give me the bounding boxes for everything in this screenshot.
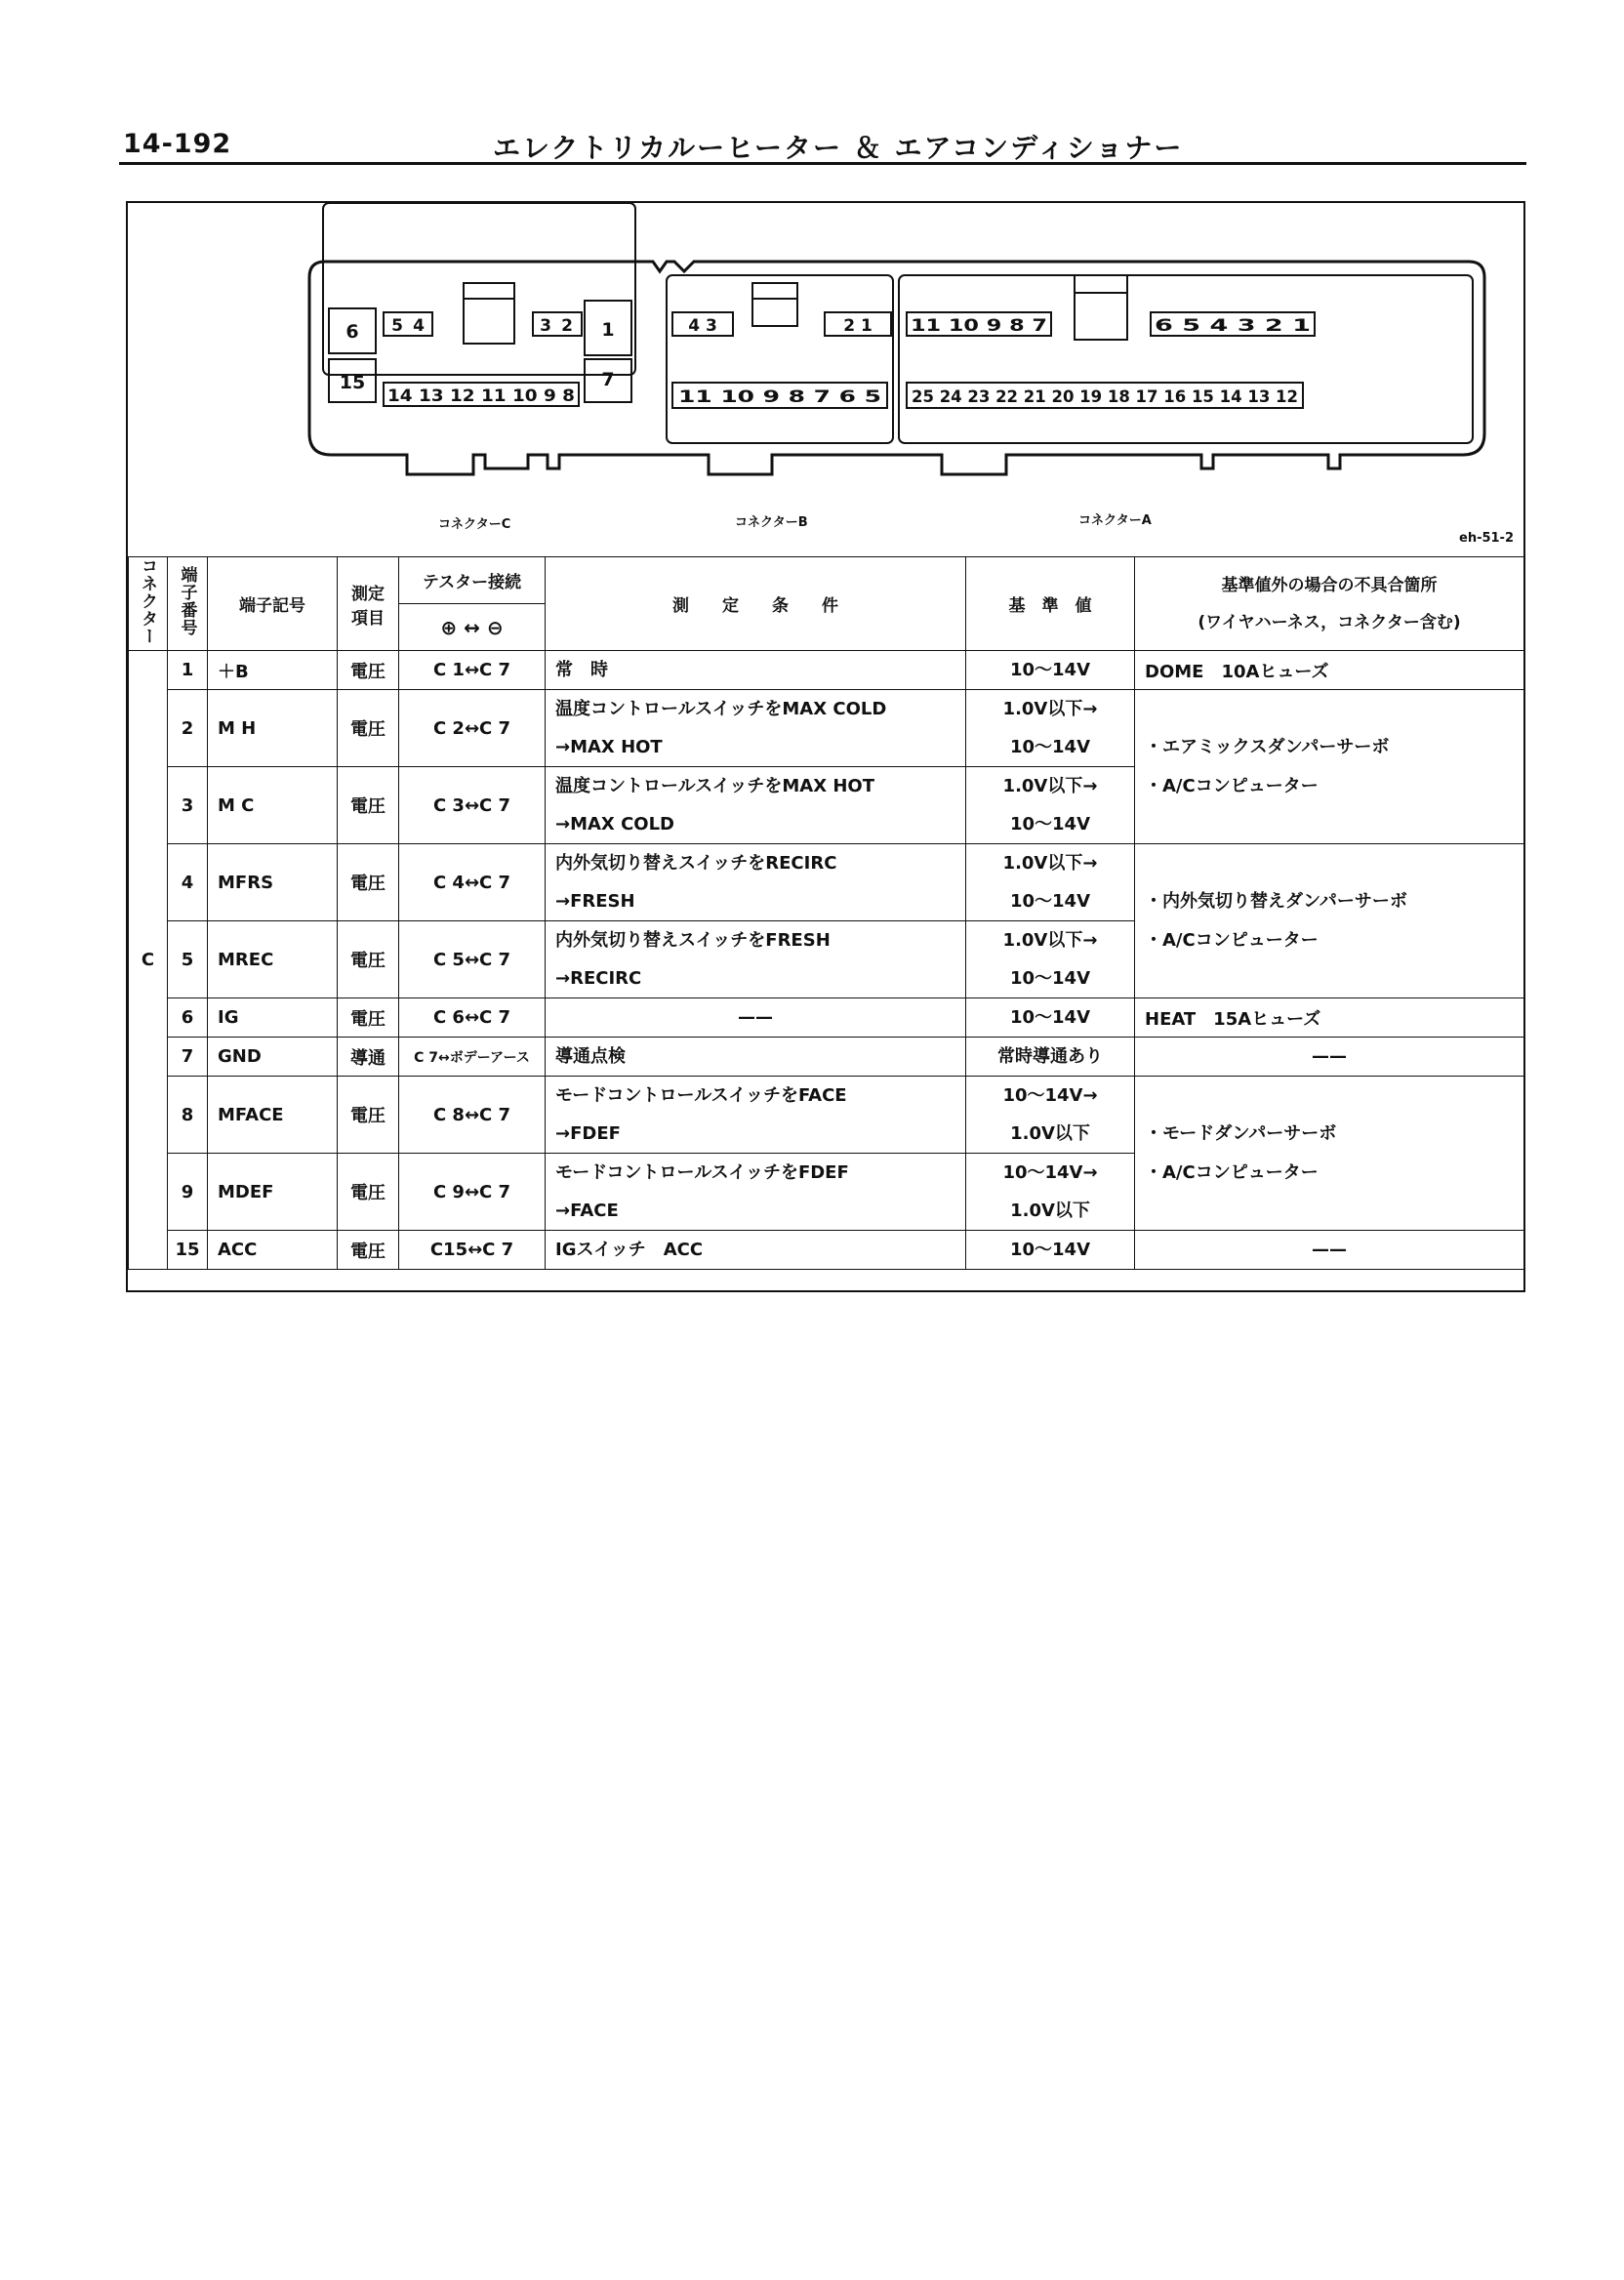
pin-cell: 3	[168, 767, 208, 844]
svg-text:6: 6	[345, 321, 359, 343]
fault-cell: ・モードダンパーサーボ ・A/Cコンピューター	[1135, 1077, 1524, 1231]
svg-text:3: 3	[540, 316, 551, 336]
item-cell: 導通	[338, 1038, 399, 1077]
tester-cell: C 5↔C 7	[399, 921, 546, 998]
col-tester: テスター接続	[399, 557, 546, 604]
col-condition: 測 定 条 件	[546, 557, 966, 651]
table-row	[129, 844, 1524, 921]
pin-cell: 4	[168, 844, 208, 921]
symbol-cell: M H	[208, 690, 338, 767]
connector-c-pins	[340, 316, 615, 406]
svg-text:6 5 4 3 2 1: 6 5 4 3 2 1	[1155, 316, 1311, 336]
item-cell: 電圧	[338, 998, 399, 1038]
condition-cell: 導通点検	[546, 1038, 966, 1077]
tester-cell: C 9↔C 7	[399, 1154, 546, 1231]
tester-cell: C 6↔C 7	[399, 998, 546, 1038]
condition-cell: 温度コントロールスイッチをMAX COLD →MAX HOT	[546, 690, 966, 767]
fault-cell: ・内外気切り替えダンパーサーボ ・A/Cコンピューター	[1135, 844, 1524, 998]
fault-cell: HEAT 15Aヒューズ	[1135, 998, 1524, 1038]
pin-cell: 7	[168, 1038, 208, 1077]
svg-text:5: 5	[391, 316, 403, 336]
svg-text:1: 1	[601, 319, 615, 341]
symbol-cell: GND	[208, 1038, 338, 1077]
table-row	[129, 651, 1524, 690]
value-cell: 10〜14V→ 1.0V以下	[966, 1154, 1135, 1231]
table-row	[129, 998, 1524, 1038]
item-cell: 電圧	[338, 1077, 399, 1154]
col-standard: 基 準 値	[966, 557, 1135, 651]
header-row	[129, 557, 1524, 604]
svg-text:4: 4	[413, 316, 425, 336]
pin-cell: 2	[168, 690, 208, 767]
condition-cell: 内外気切り替えスイッチをRECIRC →FRESH	[546, 844, 966, 921]
svg-text:11 10 9 8 7: 11 10 9 8 7	[911, 316, 1047, 336]
value-cell: 1.0V以下→ 10〜14V	[966, 844, 1135, 921]
figure-code: eh-51-2	[1459, 531, 1514, 546]
symbol-cell: ACC	[208, 1231, 338, 1270]
col-fault	[1135, 557, 1524, 651]
value-cell: 10〜14V	[966, 1231, 1135, 1270]
svg-text:7: 7	[601, 369, 615, 390]
connector-c-label: コネクターC	[438, 517, 511, 532]
pin-cell: 1	[168, 651, 208, 690]
tester-cell: C 1↔C 7	[399, 651, 546, 690]
svg-text:15: 15	[339, 372, 366, 393]
section-title: エレクトリカルーヒーター ＆ エアコンディショナー	[493, 132, 1184, 164]
pin-cell: 8	[168, 1077, 208, 1154]
item-cell: 電圧	[338, 844, 399, 921]
fault-cell: ——	[1135, 1231, 1524, 1270]
fault-cell: ・エアミックスダンパーサーボ ・A/Cコンピューター	[1135, 690, 1524, 844]
symbol-cell: MDEF	[208, 1154, 338, 1231]
svg-text:2: 2	[561, 316, 573, 336]
tester-cell: C 4↔C 7	[399, 844, 546, 921]
svg-text:2 1: 2 1	[843, 316, 873, 336]
pin-cell: 15	[168, 1231, 208, 1270]
connector-a-label: コネクターA	[1078, 513, 1152, 528]
svg-text:14 13 12 11 10 9 8: 14 13 12 11 10 9 8	[387, 387, 575, 406]
fault-cell: DOME 10Aヒューズ	[1135, 651, 1524, 690]
value-cell: 10〜14V	[966, 998, 1135, 1038]
pin-cell: 6	[168, 998, 208, 1038]
connector-b-label: コネクターB	[735, 515, 808, 530]
value-cell: 1.0V以下→ 10〜14V	[966, 690, 1135, 767]
condition-cell: IGスイッチ ACC	[546, 1231, 966, 1270]
pin-cell: 5	[168, 921, 208, 998]
item-cell: 電圧	[338, 1154, 399, 1231]
value-cell: 1.0V以下→ 10〜14V	[966, 767, 1135, 844]
connector-drawing	[128, 203, 1523, 556]
symbol-cell: MFRS	[208, 844, 338, 921]
symbol-cell: MFACE	[208, 1077, 338, 1154]
condition-cell: モードコントロールスイッチをFDEF →FACE	[546, 1154, 966, 1231]
symbol-cell: M C	[208, 767, 338, 844]
svg-text:25 24 23 22 21 20 19 18 17 16: 25 24 23 22 21 20 19 18 17 16 15 14 13 12	[912, 387, 1298, 407]
svg-text:11 10 9 8 7 6 5: 11 10 9 8 7 6 5	[678, 387, 881, 407]
col-connector: コネクター	[129, 557, 168, 651]
item-cell: 電圧	[338, 651, 399, 690]
col-item: 測定項目	[338, 557, 399, 651]
condition-cell: 常 時	[546, 651, 966, 690]
fault-header-2: (ワイヤハーネス，コネクター含む)	[1198, 612, 1461, 632]
col-terminal: 端子記号	[208, 557, 338, 651]
value-cell: 10〜14V→ 1.0V以下	[966, 1077, 1135, 1154]
col-tester-polarity: ⊕ ↔ ⊖	[399, 604, 546, 651]
table-row	[129, 1231, 1524, 1270]
condition-cell: ——	[546, 998, 966, 1038]
tester-cell: C 3↔C 7	[399, 767, 546, 844]
symbol-cell: MREC	[208, 921, 338, 998]
tester-cell: C15↔C 7	[399, 1231, 546, 1270]
page-number: 14-192	[123, 129, 232, 159]
item-cell: 電圧	[338, 767, 399, 844]
connector-a-pins	[911, 316, 1311, 407]
header-rule	[119, 162, 1526, 165]
value-cell: 1.0V以下→ 10〜14V	[966, 921, 1135, 998]
tester-cell: C 8↔C 7	[399, 1077, 546, 1154]
col-pin-no: 端子番号	[168, 557, 208, 651]
tester-cell: C 2↔C 7	[399, 690, 546, 767]
item-cell: 電圧	[338, 921, 399, 998]
figure-frame	[126, 201, 1525, 1292]
pin-cell: 9	[168, 1154, 208, 1231]
item-cell: 電圧	[338, 690, 399, 767]
connector-b-pins	[678, 316, 881, 407]
value-cell: 10〜14V	[966, 651, 1135, 690]
item-cell: 電圧	[338, 1231, 399, 1270]
connector-diagram	[128, 203, 1523, 556]
terminal-inspection-table	[128, 556, 1524, 1270]
table-row	[129, 690, 1524, 767]
connector-cell: C	[129, 651, 168, 1270]
table-row	[129, 1077, 1524, 1154]
svg-text:4 3: 4 3	[688, 316, 717, 336]
tester-cell: C 7↔ボデーアース	[399, 1038, 546, 1077]
table-row	[129, 1038, 1524, 1077]
condition-cell: モードコントロールスイッチをFACE →FDEF	[546, 1077, 966, 1154]
value-cell: 常時導通あり	[966, 1038, 1135, 1077]
fault-header-1: 基準値外の場合の不具合箇所	[1221, 575, 1438, 595]
symbol-cell: ＋B	[208, 651, 338, 690]
condition-cell: 内外気切り替えスイッチをFRESH →RECIRC	[546, 921, 966, 998]
condition-cell: 温度コントロールスイッチをMAX HOT →MAX COLD	[546, 767, 966, 844]
symbol-cell: IG	[208, 998, 338, 1038]
fault-cell: ——	[1135, 1038, 1524, 1077]
